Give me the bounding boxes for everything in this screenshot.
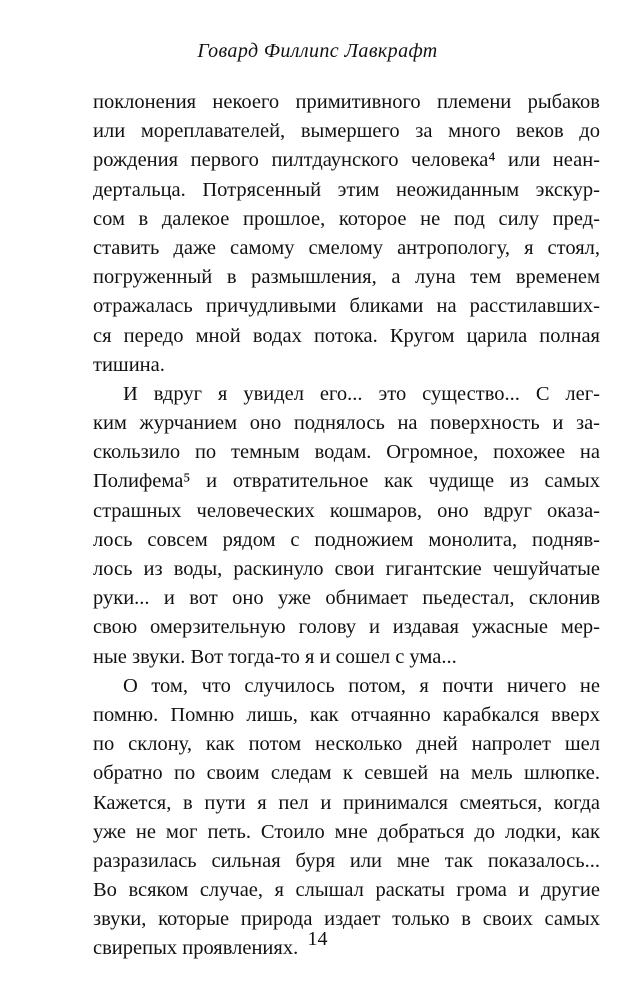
text-line: рождения первого пилтдаунского человека⁴ или неан- [93, 149, 600, 172]
paragraph-2 [93, 380, 600, 672]
text-line: Во всяком случае, я слышал раскаты грома и другие [93, 879, 600, 902]
text-line: дертальца. Потрясенный этим неожиданным экскур- [93, 178, 600, 201]
text-line: руки... и вот оно уже обнимает пьедестал, склонив [93, 587, 600, 610]
text-line: разразилась сильная буря или мне так показалось... [93, 849, 600, 872]
text-line: свирепых проявлениях. [93, 937, 299, 960]
page-number: 14 [307, 928, 328, 950]
text-line: И вдруг я увидел его... это существо... С лег- [123, 382, 600, 405]
text-line: звуки, которые природа издает только в своих самых [93, 908, 600, 931]
text-line: свою омерзительную голову и издавая ужасные мер- [93, 616, 600, 639]
text-line: Кажется, в пути я пел и принимался смеяться, когда [93, 791, 600, 814]
text-line: лось из воды, раскинуло свои гигантские чешуйчатые [93, 558, 600, 580]
running-head: Говард Филлипс Лавкрафт [197, 40, 438, 62]
text-line: Полифема⁵ и отвратительное как чудище из самых [93, 470, 600, 493]
text-line: ким журчанием оно поднялось на поверхность и за- [93, 412, 600, 435]
text-line: ся передо мной водах потока. Кругом царила полная [93, 324, 600, 347]
body-text [93, 88, 600, 964]
text-line: отражалась причудливыми бликами на расстилавших- [93, 295, 600, 318]
text-line: ные звуки. Вот тогда-то я и сошел с ума... [93, 645, 457, 668]
text-line: скользило по темным водам. Огромное, похожее на [93, 441, 600, 464]
text-line: или мореплавателей, вымершего за много веков до [93, 120, 600, 143]
paragraph-3 [93, 672, 600, 964]
text-line: помню. Помню лишь, как отчаянно карабкался вверх [93, 703, 600, 726]
text-line: тишина. [93, 353, 165, 376]
text-line: поклонения некоего примитивного племени рыбаков [93, 91, 600, 113]
text-line: страшных человеческих кошмаров, оно вдруг оказа- [93, 499, 600, 522]
text-line: погруженный в размышления, а луна тем временем [93, 266, 600, 289]
text-line: ставить даже самому смелому антропологу, я стоял, [93, 236, 600, 259]
text-line: сом в далекое прошлое, которое не под силу пред- [93, 207, 600, 230]
text-line: лось совсем рядом с подножием монолита, подняв- [93, 528, 600, 551]
text-line: обратно по своим следам к севшей на мель шлюпке. [93, 762, 600, 785]
text-line: по склону, как потом несколько дней напролет шел [93, 733, 600, 756]
text-line: уже не мог петь. Стоило мне добраться до лодки, как [93, 820, 600, 843]
text-line: О том, что случилось потом, я почти ничего не [123, 674, 600, 697]
paragraph-1 [93, 88, 600, 380]
